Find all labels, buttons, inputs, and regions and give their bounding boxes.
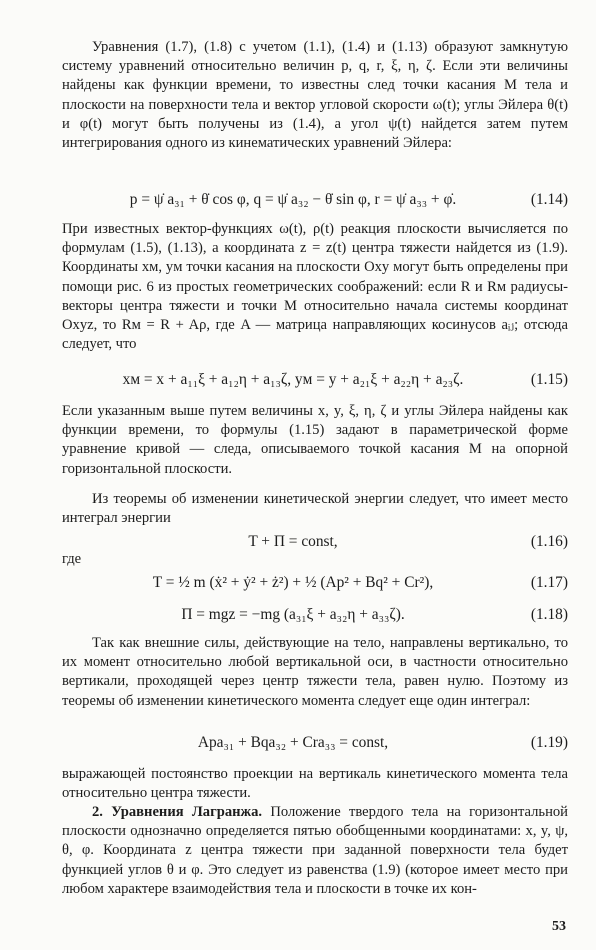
paragraph-kinetic-moment: Так как внешние силы, действующие на тело, направлены вертикально, то их момент относительно любой вертикальной оси, в частности относительно вертикали, проходящей через центр тяжести тела, равен нулю. Поэтому из теоремы об изменении кинетического момента следует еще один интеграл: [62,635,568,709]
paragraph-lagrange-equations [62,803,568,899]
paragraph-system-of-equations: Уравнения (1.7), (1.8) с учетом (1.1), (1.4) и (1.13) образуют замкнутую систему уравнений относительно величин p, q, r, ξ, η, ζ. Если эти величины найдены как функции времени, то известны след точки касания M тела и плоскости на поверхности тела и вектор угловой скорости ω(t); углы Эйлера θ(t) и φ(t) могут быть получены из (1.4), а угол ψ(t) найдется затем путем интегрирования одного из кинематических уравнений Эйлера: [62,39,568,152]
equation-1-18 [62,605,568,625]
equation-number: (1.16) [530,533,568,550]
paragraph-trace-curve: Если указанным выше путем величины x, y, ξ, η, ζ и углы Эйлера найдены как функции времени, то формулы (1.15) задают в параметрической форме уравнение кривой — следа, описываемого точкой касания M на опорной горизонтальной плоскости. [62,403,568,477]
equation-body: T + Π = const, [248,533,338,550]
paragraph-projection-constancy: выражающей постоянство проекции на вертикаль кинетического момента тела относительно центра тяжести. [62,766,568,802]
equation-1-16 [62,532,568,552]
equation-body: Apa₃₁ + Bqa₃₂ + Cra₃₃ = const, [197,734,389,751]
paragraph-reaction-coordinates: При известных вектор-функциях ω(t), ρ(t) реакция плоскости вычисляется по формулам (1.5), (1.13), а координата z = z(t) центра тяжести найдется из (1.9). Координаты xм, yм точки касания на плоскости Oxy могут быть определены при помощи рис. 6 из простых геометрических соображений: если R и Rм радиусы-векторы центра тяжести и точки M относительно начала системы координат Oxyz, то Rм = R + Aρ, где A — матрица направляющих косинусов aᵢⱼ; отсюда следует, что [62,221,568,353]
equation-number: (1.17) [530,574,568,591]
equation-1-14 [62,190,568,210]
page-number: 53 [552,919,566,934]
equation-body: Π = mgz = −mg (a₃₁ξ + a₃₂η + a₃₃ζ). [181,606,405,623]
equation-body: T = ½ m (ẋ² + ẏ² + ż²) + ½ (Ap² + Bq² + Cr²), [152,574,434,591]
equation-number: (1.19) [530,734,568,751]
equation-1-17 [62,573,568,593]
equation-body: p = ψ̇ a₃₁ + θ̇ cos φ, q = ψ̇ a₃₂ − θ̇ sin φ, r = ψ̇ a₃₃ + φ̇. [129,191,457,208]
section-heading-lagrange: 2. Уравнения Лагранжа. [92,804,263,820]
equation-1-15 [62,370,568,390]
section-body-text: Положение твердого тела на горизонтальной плоскости однозначно определяется пятью обобщенными координатами: x, y, ψ, θ, φ. Координата z центра тяжести при заданной поверхности тела будет функцией углов θ и φ. Это следует из равенства (1.9) (которое имеет место при любом характере взаимодействия тела и плоскости в точке их кон- [62,804,568,897]
equation-number: (1.15) [530,371,568,388]
equation-number: (1.18) [530,606,568,623]
equation-body: xм = x + a₁₁ξ + a₁₂η + a₁₃ζ, yм = y + a₂₁ξ + a₂₂η + a₂₃ζ. [122,371,464,388]
equation-1-19 [62,733,568,753]
word-where: где [62,551,82,567]
equation-number: (1.14) [530,191,568,208]
paragraph-energy-theorem: Из теоремы об изменении кинетической энергии следует, что имеет место интеграл энергии [62,491,568,527]
